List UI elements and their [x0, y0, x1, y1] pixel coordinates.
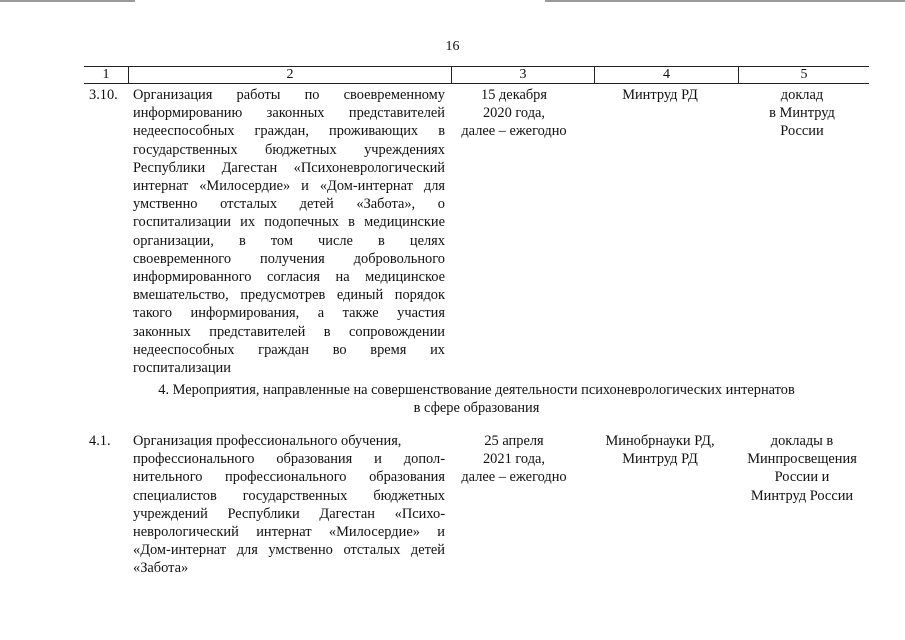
description-line: госпитализации их подопечных в медицинские — [133, 214, 445, 231]
header-col-5: 5 — [800, 67, 808, 82]
page-number: 16 — [445, 39, 460, 54]
table-header-row — [84, 66, 869, 84]
description-line: профессионального образования и допол- — [133, 451, 445, 468]
row-number: 3.10. — [89, 87, 118, 103]
description-line: законных представителей в сопровождении — [133, 323, 445, 340]
description-line: своевременного получения добровольного — [133, 250, 445, 267]
row-result — [738, 432, 866, 505]
row-responsible — [596, 86, 724, 104]
responsible-line: Минобрнауки РД, — [605, 433, 715, 449]
description-line: госпитализации — [133, 360, 231, 377]
description-line: «Забота» — [133, 560, 189, 577]
description-line: неврологический интернат «Милосердие» и — [133, 524, 445, 541]
description-line: такого информирования, а также участия — [133, 305, 445, 322]
header-col-1: 1 — [102, 67, 110, 82]
row-result — [738, 86, 866, 141]
description-line: информированию законных представителей — [133, 105, 445, 122]
top-edge-right — [545, 0, 905, 2]
description-line: вмешательство, предусмотрев единый порядок — [133, 287, 445, 304]
description-line: организации, в том числе в целях — [133, 232, 445, 249]
deadline-line: далее – ежегодно — [461, 469, 567, 486]
description-line: Организация профессионального обучения, — [133, 433, 402, 449]
responsible-line: Минтруд РД — [622, 87, 698, 103]
row-deadline — [452, 86, 576, 141]
description-line: Организация работы по своевременному — [133, 87, 445, 103]
row-deadline — [452, 432, 576, 487]
result-line: в Минтруд — [769, 105, 835, 122]
section-heading-line: в сфере образования — [413, 400, 540, 417]
description-line: Республики Дагестан «Психоневрологический — [133, 159, 445, 176]
deadline-line: 25 апреля — [484, 433, 544, 449]
row-description — [133, 86, 445, 377]
header-col-2: 2 — [286, 67, 294, 82]
description-line: информированного согласия на медицинское — [133, 269, 445, 286]
result-line: Минпросвещения — [747, 451, 857, 468]
deadline-line: 2021 года, — [482, 451, 545, 468]
row-responsible — [596, 432, 724, 468]
result-line: России и — [774, 469, 830, 486]
deadline-line: 2020 года, — [482, 105, 545, 122]
description-line: государственных бюджетных учреждениях — [133, 141, 445, 158]
section-heading — [84, 381, 869, 417]
description-line: недееспособных граждан, проживающих в — [133, 123, 445, 140]
responsible-line: Минтруд РД — [622, 451, 698, 468]
description-line: интернат «Милосердие» и «Дом-интернат для — [133, 178, 445, 195]
result-line: доклады в — [770, 433, 834, 449]
description-line: специалистов государственных бюджетных — [133, 487, 445, 504]
result-line: доклад — [780, 87, 824, 103]
section-heading-line: 4. Мероприятия, направленные на совершенствование деятельности психоневрологических интернатов — [158, 382, 795, 398]
result-line: России — [780, 123, 824, 140]
header-col-4: 4 — [663, 67, 670, 82]
row-description — [133, 432, 445, 578]
top-edge-left — [0, 0, 135, 2]
deadline-line: 15 декабря — [481, 87, 547, 103]
description-line: «Дом-интернат для умственно отсталых детей — [133, 542, 445, 559]
description-line: учреждений Республики Дагестан «Психо- — [133, 505, 445, 522]
header-col-3: 3 — [519, 67, 527, 82]
description-line: нительного профессионального образования — [133, 469, 445, 486]
deadline-line: далее – ежегодно — [461, 123, 567, 140]
description-line: умственно отсталых детей «Забота», о — [133, 196, 445, 213]
result-line: Минтруд России — [750, 487, 854, 504]
description-line: недееспособных граждан во время их — [133, 341, 445, 358]
row-number: 4.1. — [89, 433, 111, 449]
